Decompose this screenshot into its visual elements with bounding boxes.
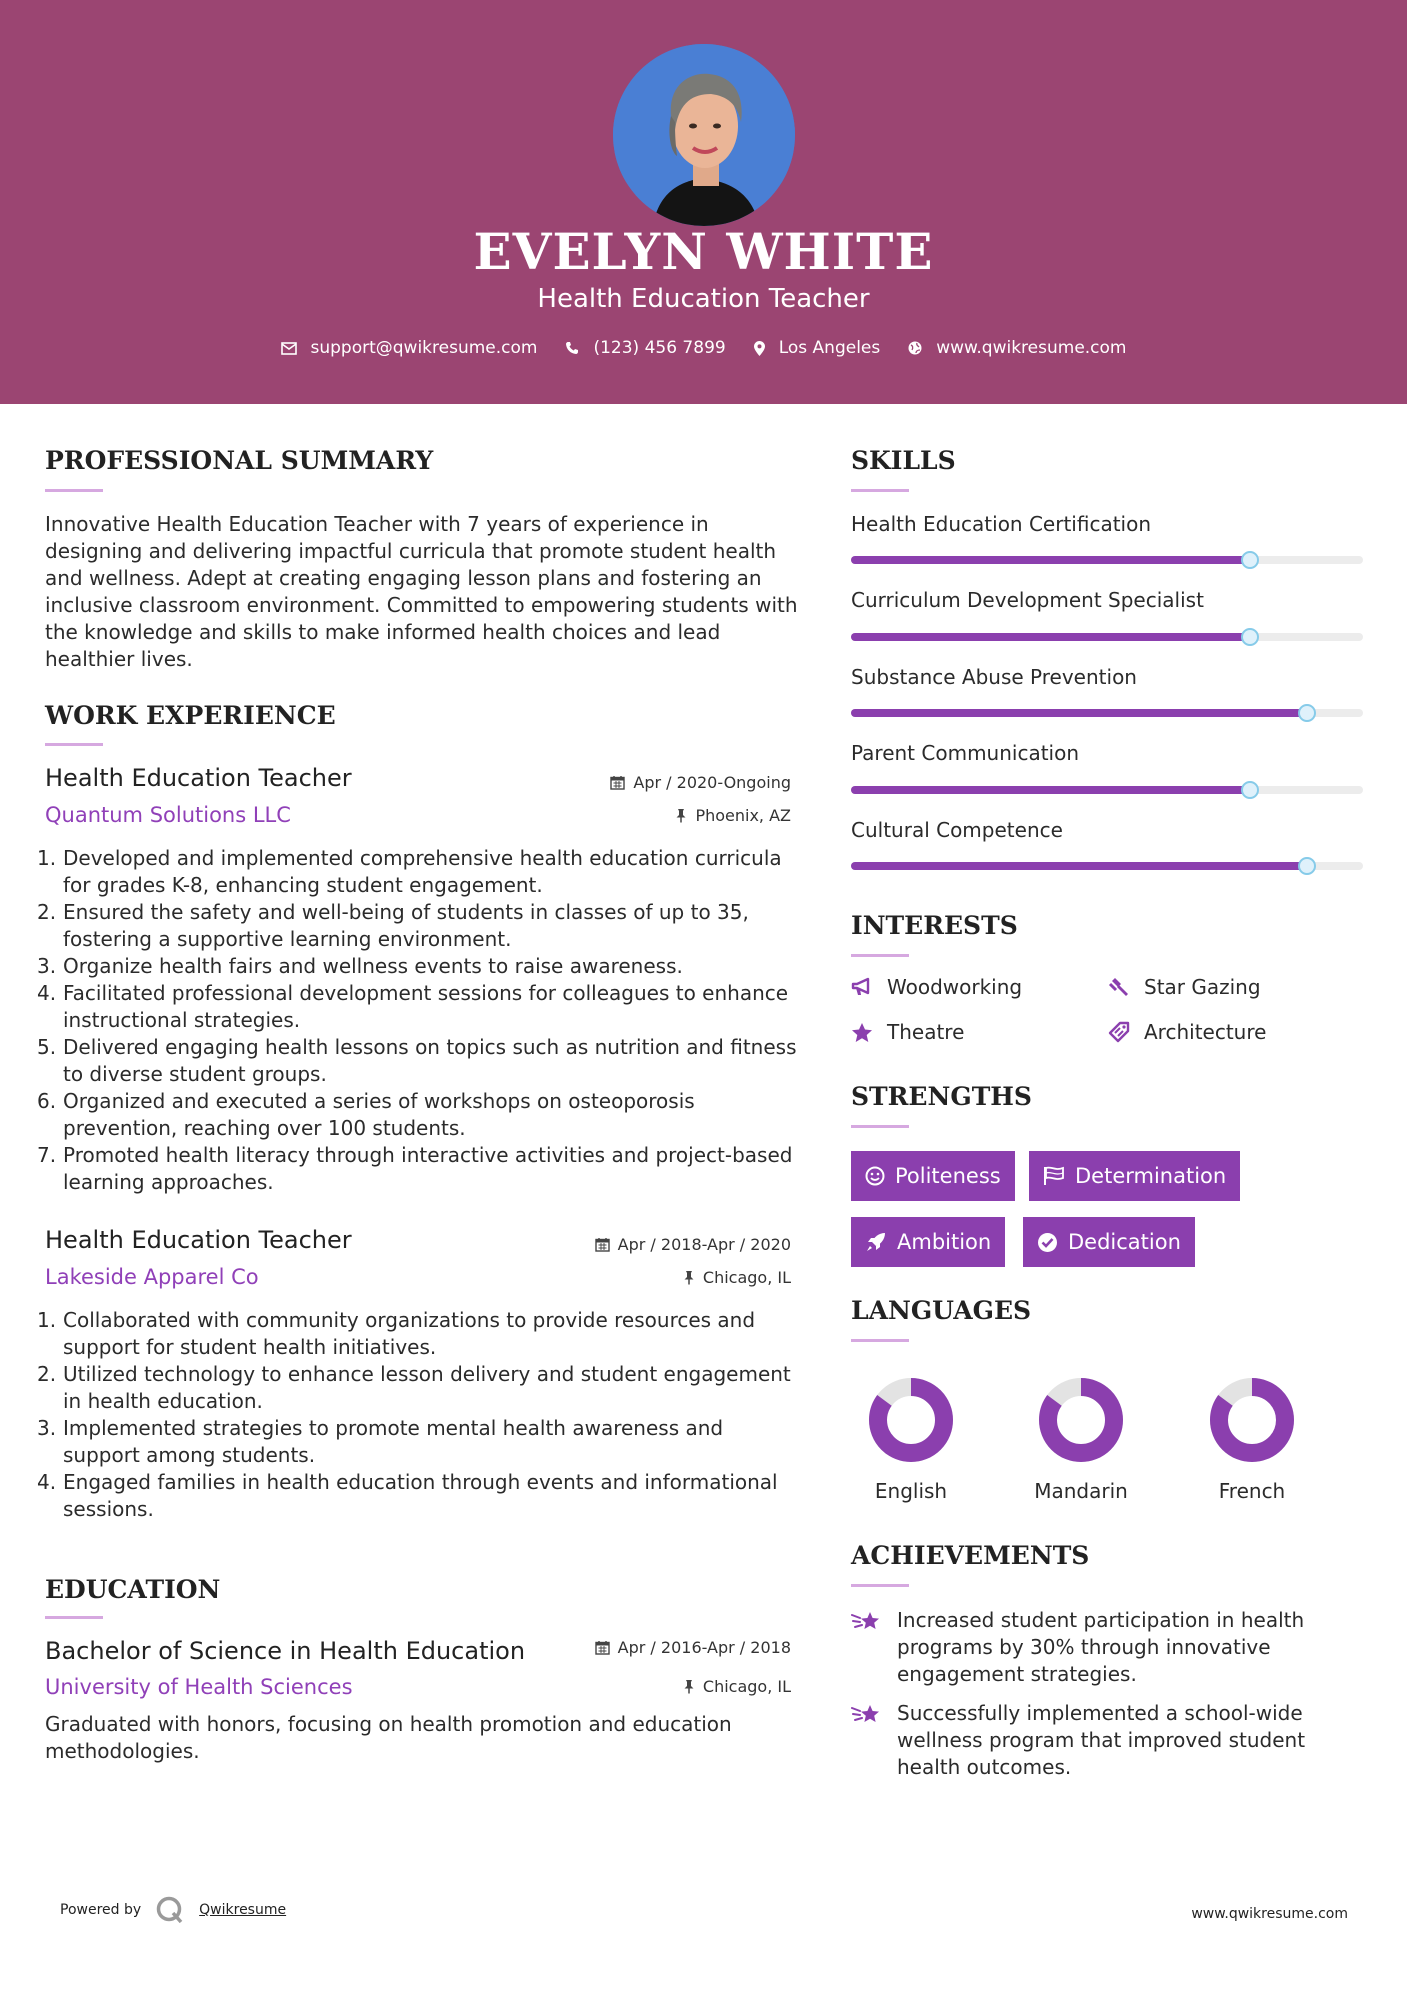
languages-heading: LANGUAGES [851, 1296, 1032, 1325]
job-location [675, 806, 791, 825]
strength-badge [851, 1151, 1015, 1201]
interest-label: Theatre [887, 1020, 965, 1044]
list-item: 4. Facilitated professional development sessions for colleagues to enhance instructional strategies. [37, 981, 789, 1032]
list-item: 3. Implemented strategies to promote mental health awareness and support among students. [37, 1416, 724, 1467]
calendar-icon [595, 1640, 610, 1655]
envelope-icon [281, 342, 297, 355]
map-pin-icon [754, 341, 765, 356]
language-item [1021, 1375, 1141, 1503]
list-item: 1. Collaborated with community organizations to provide resources and support for student health initiatives. [37, 1308, 756, 1359]
interest-item [1108, 975, 1261, 999]
skill-bar [851, 633, 1363, 641]
job-dates [610, 773, 791, 792]
job-title: Health Education Teacher [45, 1226, 352, 1254]
strength-badge [1023, 1217, 1195, 1267]
powered-by-label: Powered by [60, 1902, 142, 1918]
job-bullets [37, 1307, 800, 1523]
skill-bar-fill [851, 786, 1250, 794]
contact-location-text: Los Angeles [778, 338, 881, 358]
contact-email[interactable] [281, 338, 538, 358]
skill-label: Substance Abuse Prevention [851, 665, 1137, 689]
summary-text: Innovative Health Education Teacher with 7 years of experience in designing and delivering impactful curricula that promote student health and wellness. Adept at creating engaging lesson plans and fostering an inclusive classroom environment. Committed to empowering students with the knowledge and skills to make informed health choices and lead healthier lives. [45, 512, 798, 671]
language-donut [1036, 1375, 1126, 1465]
summary-underline [45, 489, 103, 492]
skill-bar-knob [1241, 781, 1259, 799]
interest-item [1108, 1020, 1266, 1044]
interest-item [851, 975, 1022, 999]
qwikresume-logo-icon [155, 1895, 185, 1925]
job-dates [595, 1235, 791, 1254]
degree-title: Bachelor of Science in Health Education [45, 1637, 526, 1665]
list-item: 7. Promoted health literacy through interactive activities and project-based learning approaches. [37, 1143, 793, 1194]
summary-heading: PROFESSIONAL SUMMARY [45, 446, 434, 475]
check-circle-icon [1037, 1232, 1058, 1253]
job-dates-text: Apr / 2020-Ongoing [633, 773, 791, 792]
skill-bar [851, 786, 1363, 794]
education-location [683, 1677, 791, 1696]
achievement-item [851, 1607, 1351, 1688]
list-item: 1. Developed and implemented comprehensive health education curricula for grades K-8, enhancing student engagement. [37, 846, 782, 897]
strengths-heading: STRENGTHS [851, 1082, 1032, 1111]
skill-label: Health Education Certification [851, 512, 1152, 536]
strength-badge [851, 1217, 1005, 1267]
skills-underline [851, 489, 909, 492]
resume-header [0, 0, 1407, 404]
skill-bar-knob [1241, 551, 1259, 569]
strength-label: Determination [1075, 1164, 1227, 1188]
language-donut [1207, 1375, 1297, 1465]
achievement-text: Increased student participation in health programs by 30% through innovative engagement strategies. [897, 1608, 1305, 1686]
interest-label: Architecture [1144, 1020, 1267, 1044]
achievement-text: Successfully implemented a school-wide wellness program that improved student health outcomes. [897, 1701, 1306, 1779]
job-company: Quantum Solutions LLC [45, 803, 291, 827]
education-description: Graduated with honors, focusing on health promotion and education methodologies. [45, 1712, 732, 1763]
interest-item [851, 1020, 964, 1044]
language-label: Mandarin [1034, 1479, 1128, 1503]
language-label: French [1218, 1479, 1286, 1503]
contact-phone-text: (123) 456 7899 [593, 338, 726, 358]
skill-bar-fill [851, 862, 1307, 870]
candidate-name: EVELYN WHITE [473, 222, 934, 281]
experience-heading: WORK EXPERIENCE [45, 701, 336, 730]
interest-label: Star Gazing [1144, 975, 1261, 999]
list-item: 3. Organize health fairs and wellness events to raise awareness. [37, 954, 683, 978]
strengths-underline [851, 1125, 909, 1128]
calendar-icon [595, 1237, 610, 1252]
list-item: 5. Delivered engaging health lessons on topics such as nutrition and fitness to diverse student groups. [37, 1035, 797, 1086]
list-item: 2. Ensured the safety and well-being of students in classes of up to 35, fostering a supportive learning environment. [37, 900, 749, 951]
job-location [683, 1268, 791, 1287]
education-heading: EDUCATION [45, 1575, 221, 1604]
achievements-heading: ACHIEVEMENTS [851, 1541, 1090, 1570]
calendar-icon [610, 775, 625, 790]
achievement-item [851, 1700, 1351, 1781]
star-icon [851, 1022, 873, 1043]
education-underline [45, 1616, 103, 1619]
skills-heading: SKILLS [851, 446, 956, 475]
experience-underline [45, 743, 103, 746]
flag-icon [1043, 1166, 1065, 1186]
contact-location [754, 338, 881, 358]
contact-phone[interactable] [565, 338, 725, 358]
footer-website-link[interactable]: www.qwikresume.com [1191, 1906, 1348, 1922]
job-company: Lakeside Apparel Co [45, 1265, 259, 1289]
contact-email-text: support@qwikresume.com [310, 338, 538, 358]
skill-bar-knob [1241, 628, 1259, 646]
language-item [851, 1375, 971, 1503]
phone-icon [565, 341, 579, 355]
strength-badge [1029, 1151, 1240, 1201]
skill-bar-fill [851, 556, 1250, 564]
achievements-underline [851, 1584, 909, 1587]
shooting-star-icon [851, 1609, 883, 1635]
shooting-star-icon [851, 1702, 883, 1728]
interest-label: Woodworking [887, 975, 1023, 999]
education-location-text: Chicago, IL [702, 1677, 791, 1696]
list-item: 2. Utilized technology to enhance lesson delivery and student engagement in health education. [37, 1362, 791, 1413]
skill-label: Parent Communication [851, 741, 1080, 765]
job-title: Health Education Teacher [45, 764, 352, 792]
strength-label: Politeness [895, 1164, 1001, 1188]
languages-underline [851, 1339, 909, 1342]
gavel-icon [1108, 976, 1130, 998]
smile-icon [865, 1166, 885, 1186]
skill-bar [851, 556, 1363, 564]
interests-underline [851, 954, 909, 957]
job-dates-text: Apr / 2018-Apr / 2020 [617, 1235, 791, 1254]
footer-brand-link[interactable]: Qwikresume [199, 1902, 287, 1918]
contact-bar [0, 338, 1407, 358]
job-location-text: Chicago, IL [702, 1268, 791, 1287]
skill-label: Curriculum Development Specialist [851, 588, 1204, 612]
tag-icon [1108, 1021, 1130, 1043]
skill-bar-fill [851, 633, 1250, 641]
interests-heading: INTERESTS [851, 911, 1018, 940]
pushpin-icon [683, 1679, 695, 1694]
language-donut [866, 1375, 956, 1465]
job-bullets [37, 845, 800, 1196]
skill-bar-knob [1298, 704, 1316, 722]
language-label: English [874, 1479, 948, 1503]
pushpin-icon [683, 1270, 695, 1285]
skill-bar-fill [851, 709, 1307, 717]
portrait-illustration [613, 44, 795, 226]
contact-website-text: www.qwikresume.com [936, 338, 1127, 358]
skill-bar [851, 709, 1363, 717]
globe-icon [908, 341, 922, 355]
skill-label: Cultural Competence [851, 818, 1063, 842]
list-item: 4. Engaged families in health education through events and informational sessions. [37, 1470, 778, 1521]
language-item [1192, 1375, 1312, 1503]
education-dates [595, 1638, 791, 1657]
skill-bar [851, 862, 1363, 870]
footer-powered-by [60, 1895, 286, 1925]
rocket-icon [865, 1231, 887, 1253]
strength-label: Ambition [897, 1230, 992, 1254]
job-location-text: Phoenix, AZ [695, 806, 791, 825]
pushpin-icon [675, 808, 687, 823]
contact-website[interactable] [908, 338, 1126, 358]
skill-bar-knob [1298, 857, 1316, 875]
school-name: University of Health Sciences [45, 1675, 353, 1699]
candidate-role: Health Education Teacher [537, 284, 870, 314]
profile-photo [613, 44, 795, 226]
strength-label: Dedication [1068, 1230, 1181, 1254]
list-item: 6. Organized and executed a series of workshops on osteoporosis prevention, reaching over 100 students. [37, 1089, 695, 1140]
megaphone-icon [851, 977, 873, 997]
education-dates-text: Apr / 2016-Apr / 2018 [617, 1638, 791, 1657]
